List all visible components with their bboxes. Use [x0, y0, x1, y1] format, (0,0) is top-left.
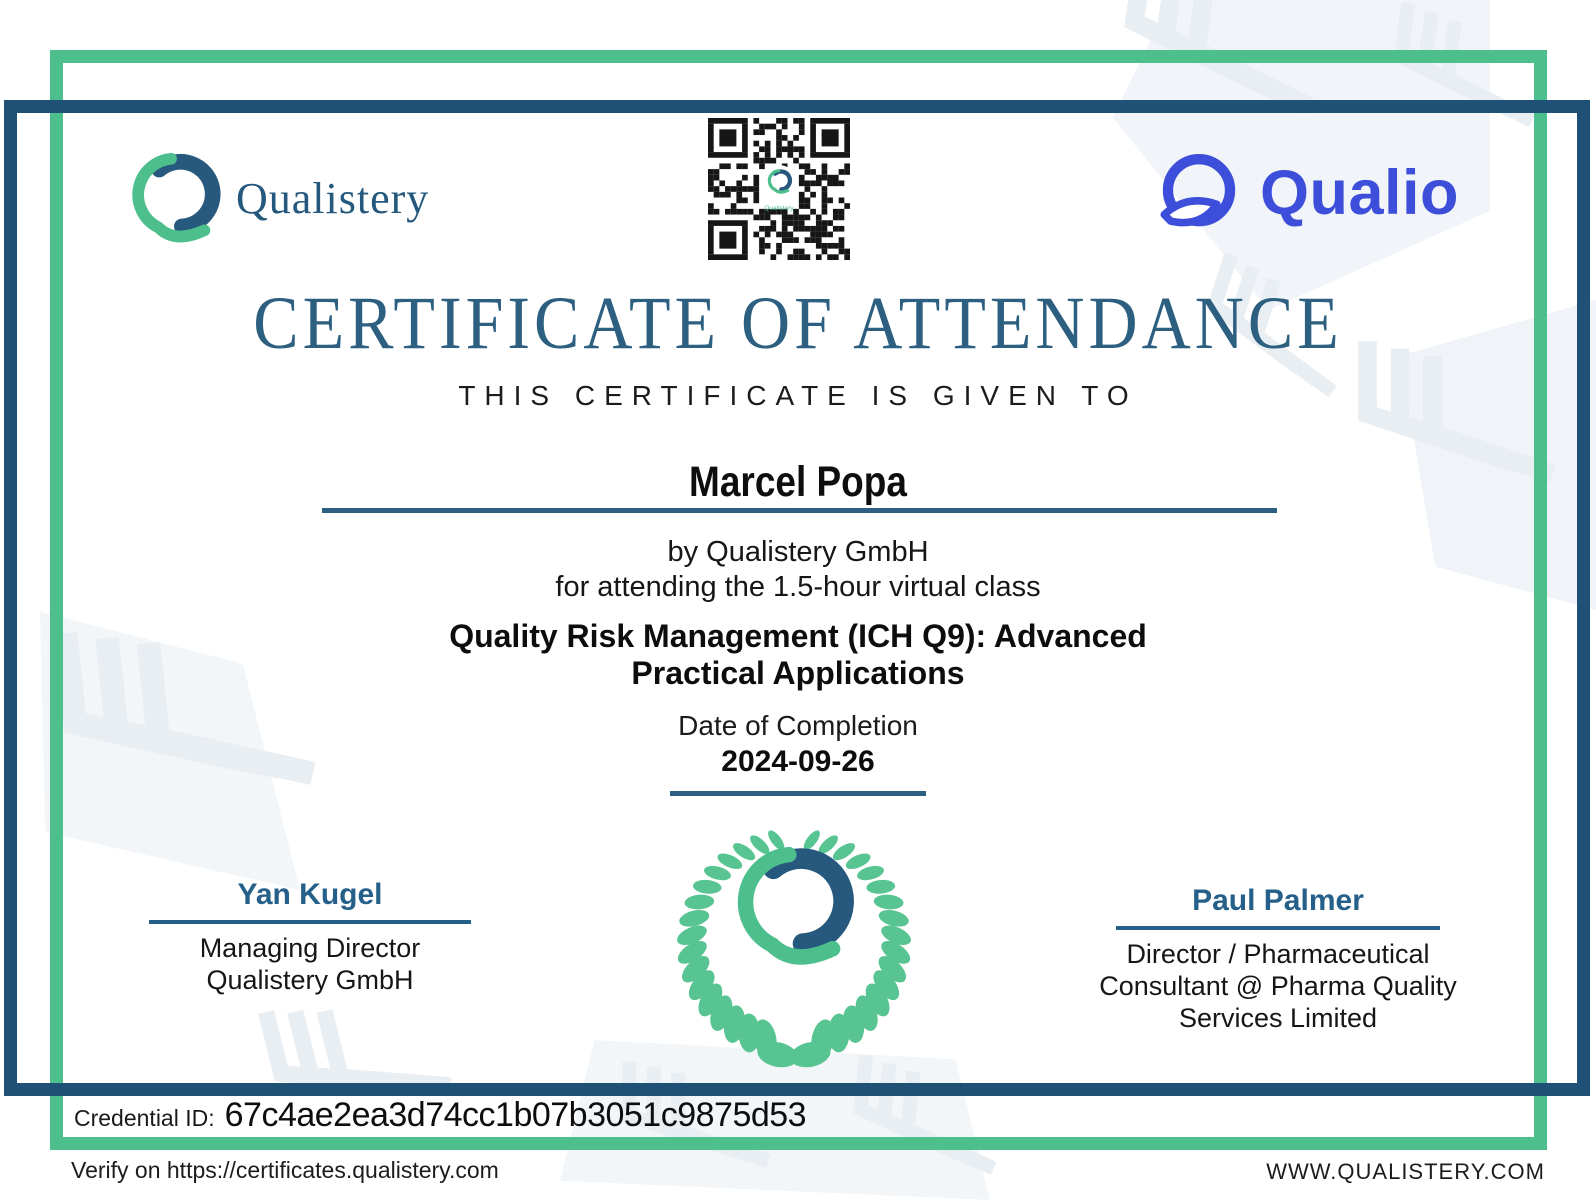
qualio-circle-leaf-icon	[1152, 146, 1246, 240]
laurel-wreath-seal	[663, 808, 925, 1074]
credential-id-value: 67c4ae2ea3d74cc1b07b3051c9875d53	[224, 1096, 807, 1134]
course-title: Quality Risk Management (ICH Q9): Advanced Practical Applications	[449, 618, 1147, 691]
signer-role-line: Consultant @ Pharma Quality	[1099, 971, 1457, 1001]
date-of-completion-value: 2024-09-26	[721, 745, 875, 778]
signer-name: Paul Palmer	[1192, 884, 1364, 917]
recipient-name: Marcel Popa	[689, 458, 907, 506]
issuer-line: by Qualistery GmbH	[667, 536, 929, 568]
date-underline	[670, 791, 926, 796]
verify-url-text: Verify on https://certificates.qualistery.com	[71, 1157, 499, 1183]
qualio-wordmark: Qualio	[1260, 158, 1460, 228]
signature-block-right	[1060, 884, 1496, 1034]
recipient-name-underline	[322, 508, 1277, 513]
certificate-tagline: THIS CERTIFICATE IS GIVEN TO	[458, 380, 1138, 411]
credential-id-label: Credential ID:	[74, 1105, 215, 1131]
signer-role-line: Services Limited	[1178, 1003, 1378, 1033]
signer-role-line: Director / Pharmaceutical	[1126, 939, 1430, 969]
qualistery-logo	[126, 146, 429, 250]
signer-role-line: Managing Director	[199, 933, 421, 963]
qr-center-text: Qualistery	[764, 205, 794, 212]
seal-q-icon	[746, 855, 844, 957]
signer-role-line: Qualistery GmbH	[206, 965, 414, 995]
certificate-title: CERTIFICATE OF ATTENDANCE	[253, 281, 1343, 365]
signature-block-left	[95, 878, 525, 996]
attending-line: for attending the 1.5-hour virtual class	[555, 571, 1041, 603]
website-text: WWW.QUALISTERY.COM	[1266, 1159, 1545, 1184]
qualistery-wordmark: Qualistery	[236, 173, 430, 223]
qr-code	[708, 118, 850, 264]
qualistery-q-icon	[126, 146, 224, 250]
signer-name: Yan Kugel	[237, 878, 383, 911]
qualio-logo	[1152, 146, 1459, 240]
date-of-completion-label: Date of Completion	[678, 710, 918, 741]
credential-id-row	[74, 1096, 806, 1135]
